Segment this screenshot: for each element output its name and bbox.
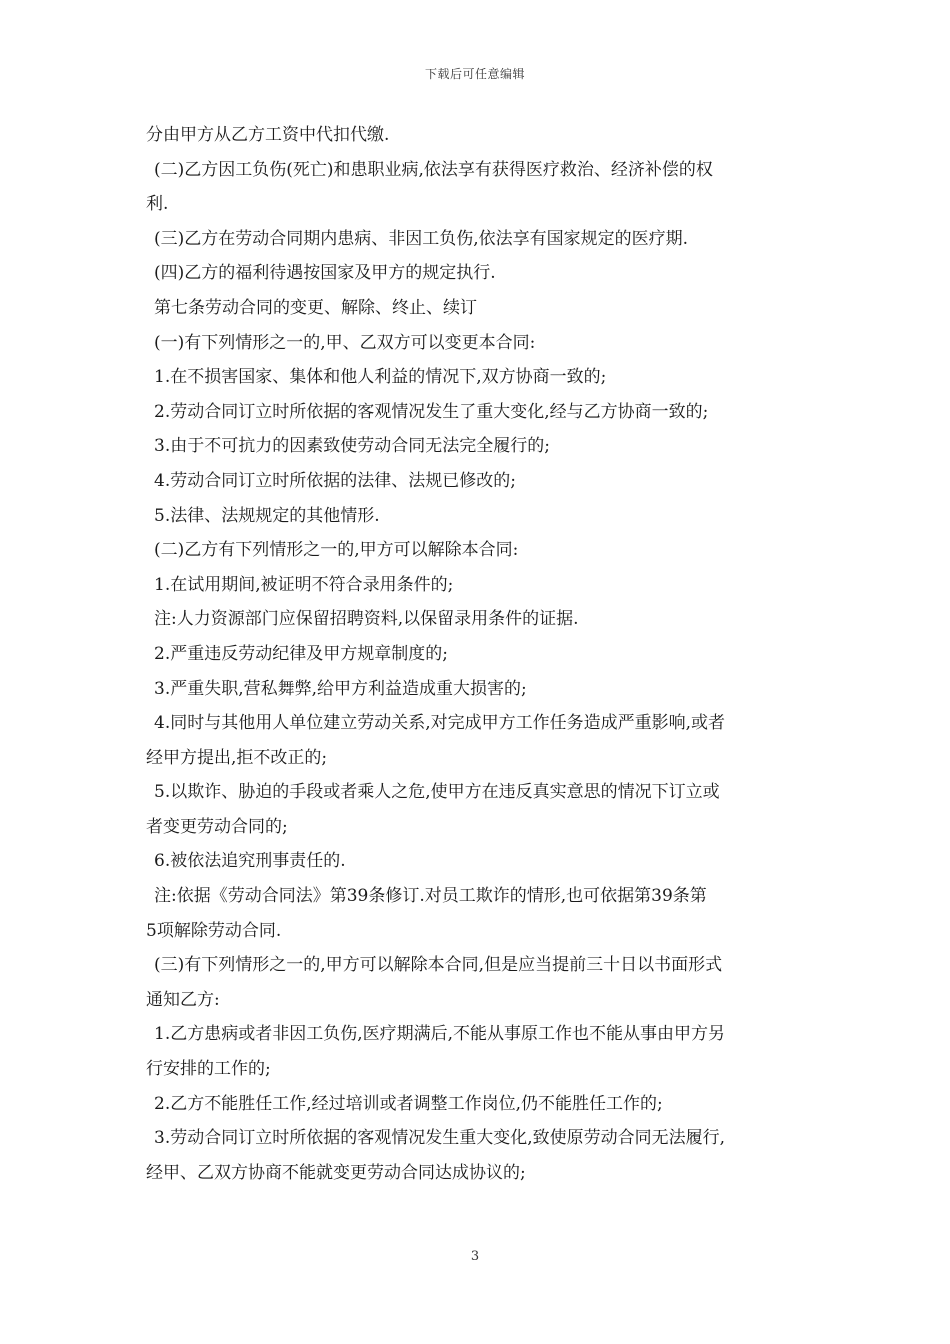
text-line: 利. (146, 194, 169, 215)
text-line: 5.法律、法规规定的其他情形. (154, 505, 380, 526)
text-line: 2.严重违反劳动纪律及甲方规章制度的; (154, 643, 448, 664)
text-line: 3.由于不可抗力的因素致使劳动合同无法完全履行的; (154, 436, 550, 457)
text-line: (三)乙方在劳动合同期内患病、非因工负伤,依法享有国家规定的医疗期. (154, 228, 689, 249)
text-line: 3.严重失职,营私舞弊,给甲方利益造成重大损害的; (154, 678, 527, 699)
text-line: 第七条劳动合同的变更、解除、终止、续订 (154, 297, 477, 318)
text-line: 3.劳动合同订立时所依据的客观情况发生重大变化,致使原劳动合同无法履行, (154, 1128, 726, 1149)
text-line: (一)有下列情形之一的,甲、乙双方可以变更本合同: (154, 332, 536, 353)
text-line: 4.劳动合同订立时所依据的法律、法规已修改的; (154, 470, 516, 491)
page-number: 3 (470, 1249, 480, 1264)
text-line: (二)乙方有下列情形之一的,甲方可以解除本合同: (154, 540, 519, 561)
text-line: (四)乙方的福利待遇按国家及甲方的规定执行. (154, 263, 496, 284)
text-line: 经甲方提出,拒不改正的; (146, 747, 328, 768)
document-body (146, 118, 812, 1190)
text-line: 行安排的工作的; (146, 1059, 271, 1080)
text-line: 者变更劳动合同的; (146, 816, 288, 837)
text-line: 1.乙方患病或者非因工负伤,医疗期满后,不能从事原工作也不能从事由甲方另 (154, 1024, 726, 1045)
text-line: (二)乙方因工负伤(死亡)和患职业病,依法享有获得医疗救治、经济补偿的权 (154, 159, 713, 180)
text-line: 2.劳动合同订立时所依据的客观情况发生了重大变化,经与乙方协商一致的; (154, 401, 709, 422)
text-line: 1.在不损害国家、集体和他人利益的情况下,双方协商一致的; (154, 367, 607, 388)
text-line: 注:依据《劳动合同法》第39条修订.对员工欺诈的情形,也可依据第39条第 (154, 886, 707, 907)
text-line: (三)有下列情形之一的,甲方可以解除本合同,但是应当提前三十日以书面形式 (154, 955, 723, 976)
text-line: 4.同时与其他用人单位建立劳动关系,对完成甲方工作任务造成严重影响,或者 (154, 713, 726, 734)
text-line: 1.在试用期间,被证明不符合录用条件的; (154, 574, 454, 595)
text-line: 5项解除劳动合同. (146, 920, 282, 941)
text-line: 2.乙方不能胜任工作,经过培训或者调整工作岗位,仍不能胜任工作的; (154, 1093, 663, 1114)
text-line: 分由甲方从乙方工资中代扣代缴. (146, 125, 390, 145)
text-line: 5.以欺诈、胁迫的手段或者乘人之危,使甲方在违反真实意思的情况下订立或 (154, 782, 720, 803)
text-line: 经甲、乙双方协商不能就变更劳动合同达成协议的; (146, 1162, 526, 1183)
page-header: 下载后可任意编辑 (424, 67, 525, 81)
text-line: 注:人力资源部门应保留招聘资料,以保留录用条件的证据. (154, 609, 579, 630)
text-line: 6.被依法追究刑事责任的. (154, 851, 346, 872)
text-line: 通知乙方: (146, 989, 220, 1010)
